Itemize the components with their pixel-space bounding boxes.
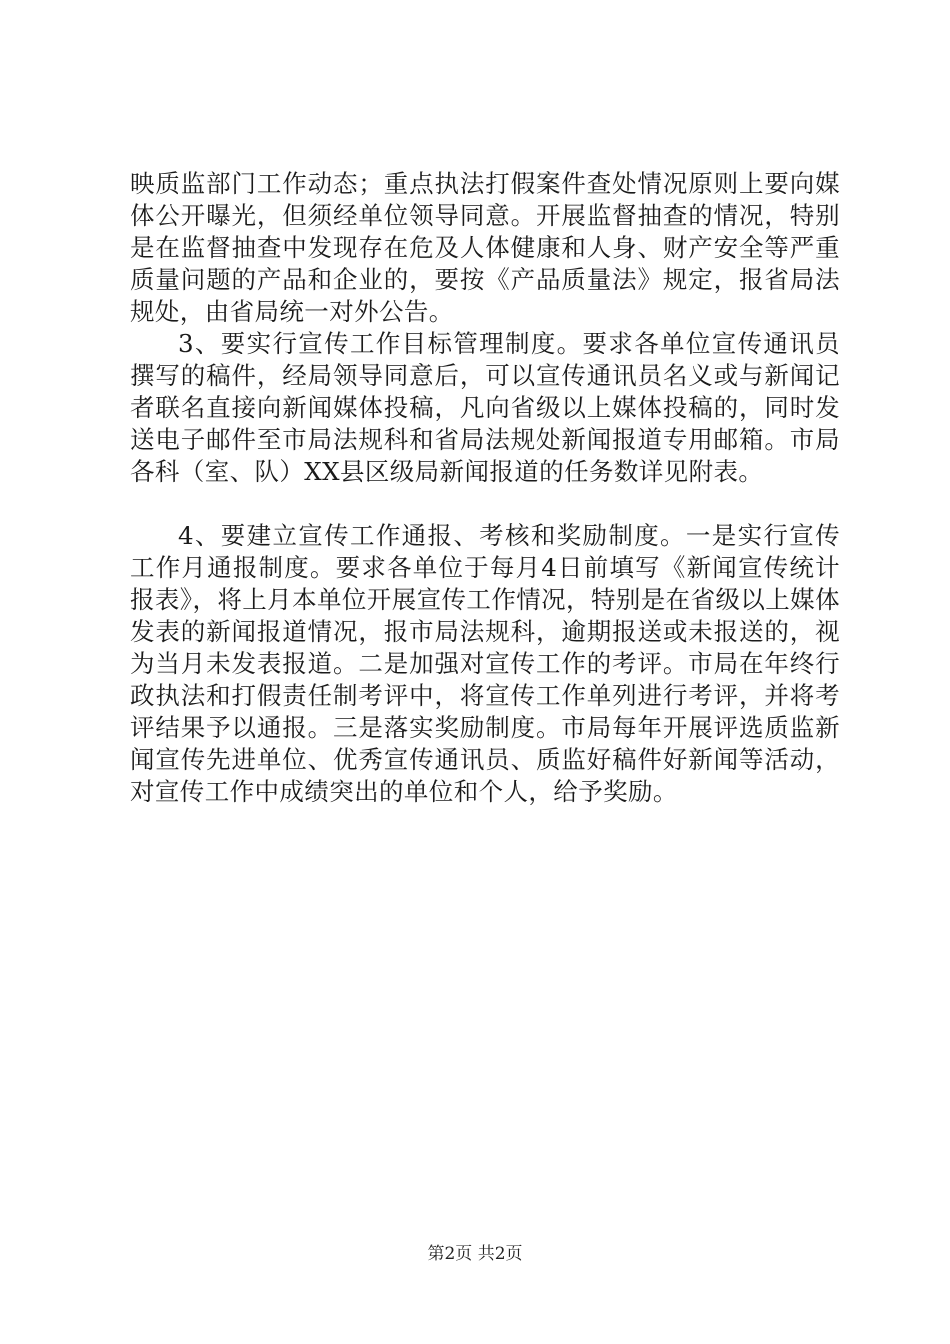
page-number-footer: 第2页 共2页 xyxy=(427,1244,523,1264)
paragraph-item-4: 4、要建立宣传工作通报、考核和奖励制度。一是实行宣传工作月通报制度。要求各单位于每月4日前填写《新闻宣传统计报表》，将上月本单位开展宣传工作情况，特别是在省级以上媒体发表的新闻报道情况，报市局法规科，逾期报送或未报送的，视为当月未发表报道。二是加强对宣传工作的考评。市局在年终行政执法和打假责任制考评中，将宣传工作单列进行考评，并将考评结果予以通报。三是落实奖励制度。市局每年开展评选质监新闻宣传先进单位、优秀宣传通讯员、质监好稿件好新闻等活动，对宣传工作中成绩突出的单位和个人，给予奖励。 xyxy=(130,521,840,806)
paragraph-continuation: 映质监部门工作动态；重点执法打假案件查处情况原则上要向媒体公开曝光，但须经单位领导同意。开展监督抽查的情况，特别是在监督抽查中发现存在危及人体健康和人身、财产安全等严重质量问题的产品和企业的，要按《产品质量法》规定，报省局法规处，由省局统一对外公告。 xyxy=(130,169,840,326)
paragraph-spacer xyxy=(130,488,840,520)
document-body xyxy=(130,168,840,808)
paragraph-item-3: 3、要实行宣传工作目标管理制度。要求各单位宣传通讯员撰写的稿件，经局领导同意后，可以宣传通讯员名义或与新闻记者联名直接向新闻媒体投稿，凡向省级以上媒体投稿的，同时发送电子邮件至市局法规科和省局法规处新闻报道专用邮箱。市局各科（室、队）XX县区级局新闻报道的任务数详见附表。 xyxy=(130,329,840,486)
